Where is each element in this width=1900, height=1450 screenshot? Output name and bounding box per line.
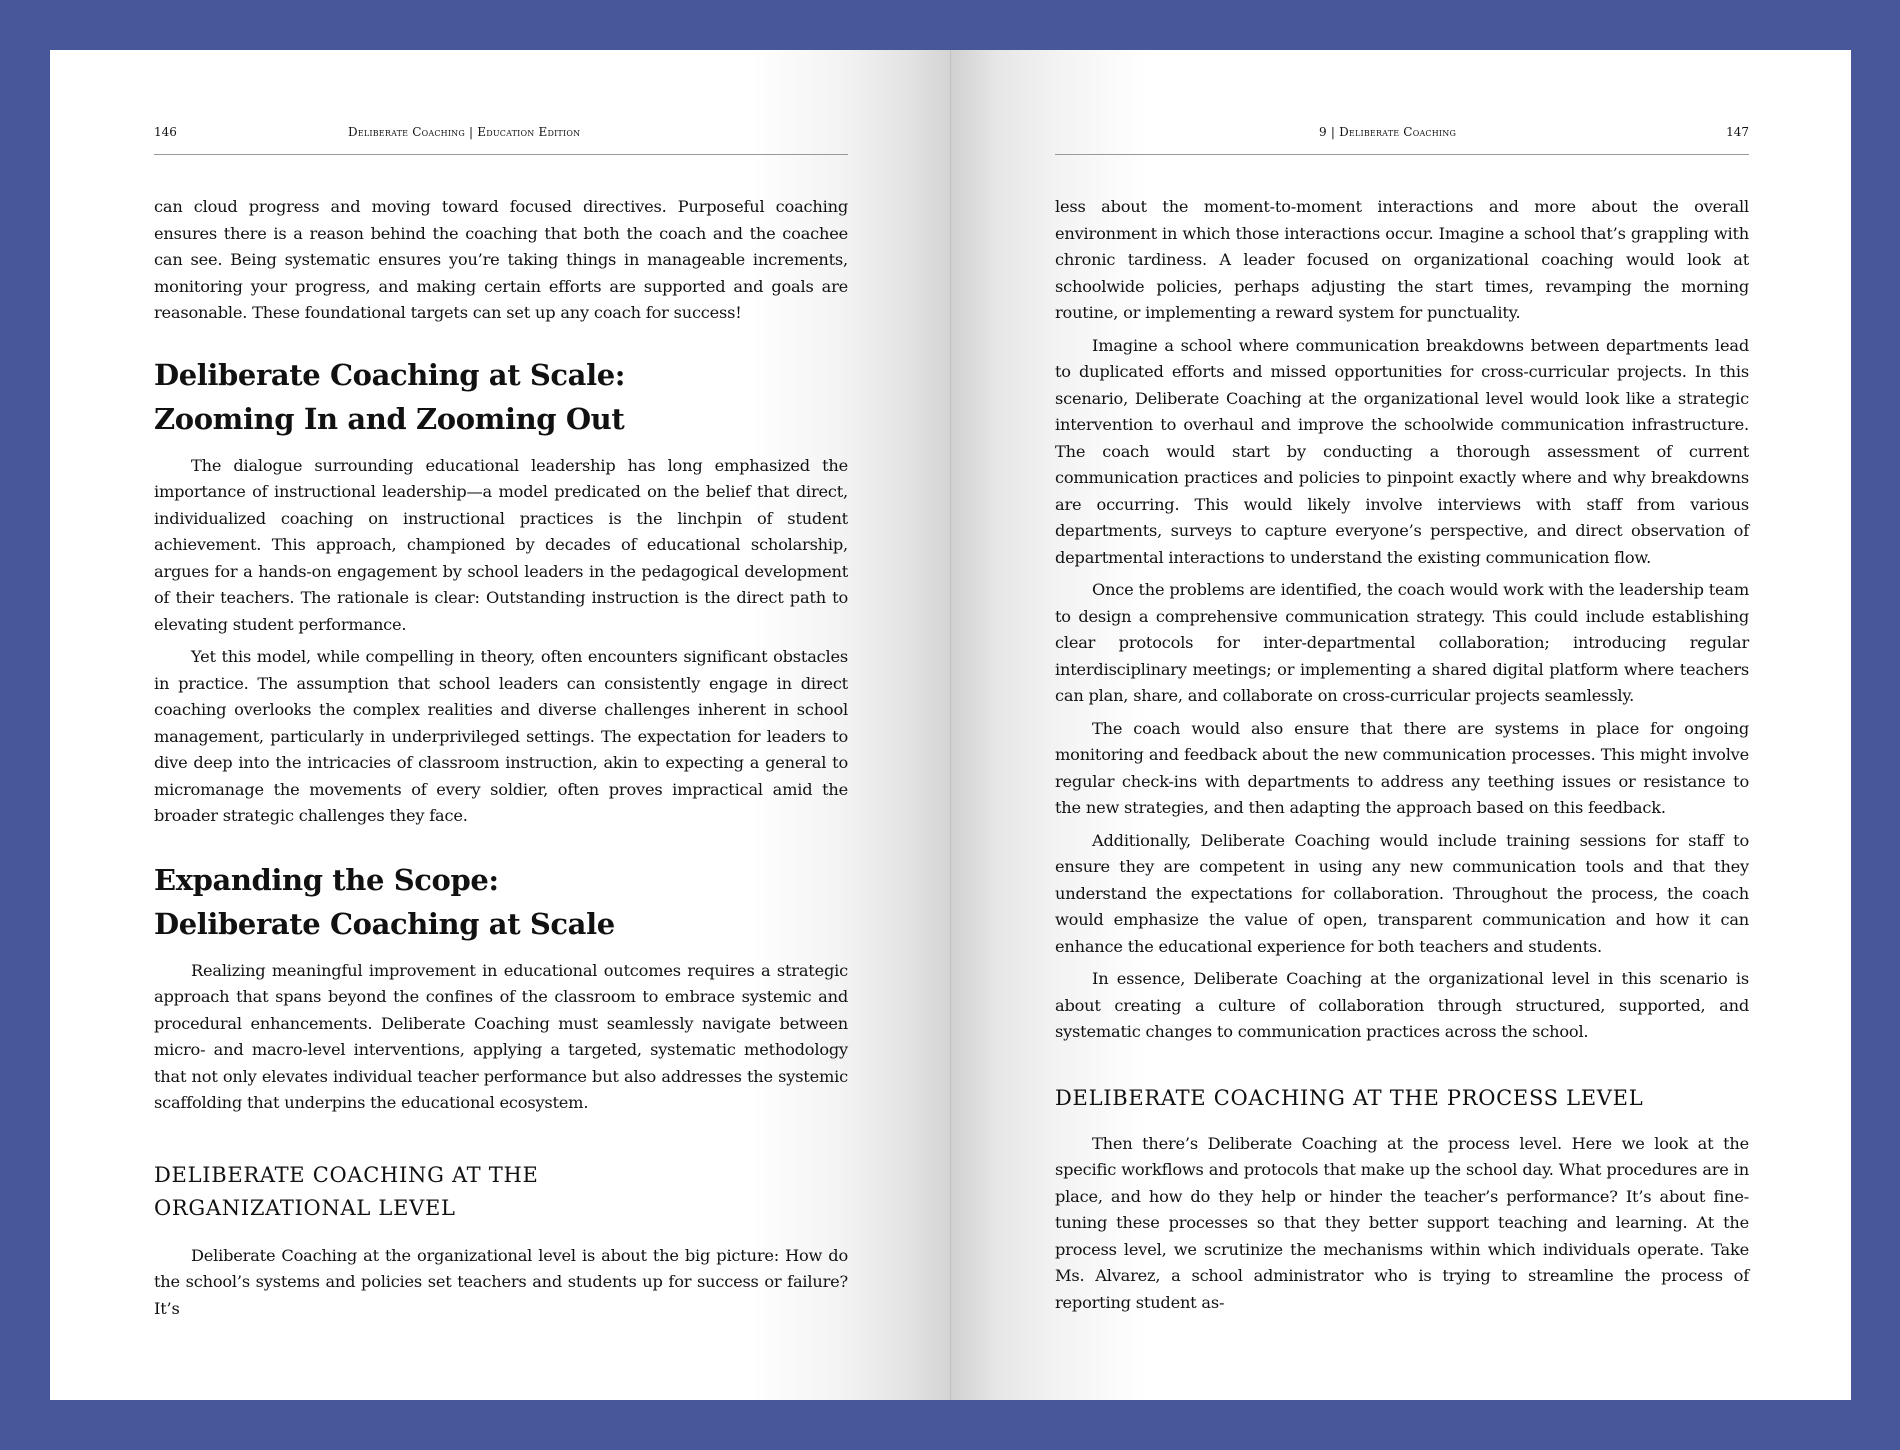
paragraph: Once the problems are identified, the coach would work with the leadership team to design a comprehensive communication strategy. This could include establishing clear protocols for inter-departmental collaboration; introducing regular interdisciplinary meetings; or implementing a shared digital platform where teachers can plan, share, and collaborate on cross-curricular projects seamlessly. — [1055, 580, 1749, 705]
section-heading-line-2: Zooming In and Zooming Out — [154, 401, 625, 436]
subheading-process-level: DELIBERATE COACHING AT THE PROCESS LEVEL — [1055, 1085, 1644, 1110]
right-opening-paragraph: less about the moment-to-moment interactions and more about the overall environment in which those interactions occur. Imagine a school that’s grappling with chronic tardiness. A leader focused on organizational coaching would look at schoolwide policies, perhaps adjusting the start times, revamping the morning routine, or implementing a reward system for punctuality. — [1055, 197, 1749, 322]
left-page-body — [154, 194, 848, 1328]
right-page-number: 147 — [1726, 125, 1749, 139]
right-page-body — [1055, 194, 1749, 1322]
subheading-line-1: DELIBERATE COACHING AT THE — [154, 1162, 539, 1187]
left-header-rule — [154, 154, 848, 155]
paragraph: Additionally, Deliberate Coaching would include training sessions for staff to ensure they are competent in using any new communication tools and that they understand the expectations for collaboration. Throughout the process, the coach would emphasize the value of open, transparent communication and how it can enhance the educational experience for both teachers and students. — [1055, 830, 1749, 956]
right-header-rule — [1055, 154, 1749, 155]
right-page — [951, 50, 1851, 1400]
left-page-header — [154, 122, 848, 142]
section-heading-zooming — [154, 353, 848, 441]
paragraph: Yet this model, while compelling in theory, often encounters significant obstacles in practice. The assumption that school leaders can consistently engage in direct coaching overlooks the complex realities and diverse challenges inherent in school management, particularly in underprivileged settings. The expectation for leaders to dive deep into the intricacies of classroom instruction, akin to expecting a general to micromanage the movements of every soldier, often proves impractical amid the broader strategic challenges they face. — [154, 647, 848, 825]
paragraph: Imagine a school where communication breakdowns between departments lead to duplicated efforts and missed opportunities for cross-curricular projects. In this scenario, Deliberate Coaching at the organizational level would look like a strategic intervention to overhaul and improve the schoolwide communication infrastructure. The coach would start by conducting a thorough assessment of current communication practices and policies to pinpoint exactly where and why breakdowns are occurring. This would likely involve interviews with staff from various departments, surveys to capture everyone’s perspective, and direct observation of departmental interactions to understand the existing communication flow. — [1055, 335, 1749, 567]
paragraph: The dialogue surrounding educational leadership has long emphasized the importance of instructional leadership—a model predicated on the belief that direct, individualized coaching on instructional practices is the linchpin of student achievement. This approach, championed by decades of educational scholarship, argues for a hands-on engagement by school leaders in the pedagogical development of their teachers. The rationale is clear: Outstanding instruction is the direct path to elevating student performance. — [154, 455, 848, 634]
section-heading-line-1: Expanding the Scope: — [154, 862, 499, 897]
left-opening-paragraph: can cloud progress and moving toward focused directives. Purposeful coaching ensures there is a reason behind the coaching that both the coach and the coachee can see. Being systematic ensures you’re taking things in manageable increments, monitoring your progress, and making certain efforts are supported and goals are reasonable. These foundational targets can set up any coach for success! — [154, 197, 848, 322]
paragraph: Then there’s Deliberate Coaching at the process level. Here we look at the specific workflows and protocols that make up the school day. What procedures are in place, and how do they help or hinder the teacher’s performance? It’s about fine-tuning these processes so that they better support teaching and learning. At the process level, we scrutinize the mechanisms within which individuals operate. Take Ms. Alvarez, a school administrator who is trying to streamline the process of reporting student as- — [1055, 1133, 1749, 1312]
section-heading-line-1: Deliberate Coaching at Scale: — [154, 357, 626, 392]
left-page-number: 146 — [154, 125, 177, 139]
paragraph: The coach would also ensure that there are systems in place for ongoing monitoring and feedback about the new communication processes. This might involve regular check-ins with departments to address any teething issues or resistance to the new strategies, and then adapting the approach based on this feedback. — [1055, 718, 1749, 817]
paragraph: Deliberate Coaching at the organizational level is about the big picture: How do the school’s systems and policies set teachers and students up for success or failure? It’s — [154, 1245, 848, 1318]
right-running-header: 9 | Deliberate Coaching — [1319, 125, 1457, 139]
subheading-organizational-level — [154, 1159, 848, 1225]
subheading-line-2: ORGANIZATIONAL LEVEL — [154, 1195, 456, 1220]
right-page-header — [1055, 122, 1749, 142]
section-heading-expanding-scope — [154, 858, 848, 946]
paragraph: In essence, Deliberate Coaching at the organizational level in this scenario is about creating a culture of collaboration through structured, supported, and systematic changes to communication practices across the school. — [1055, 969, 1749, 1041]
section-heading-line-2: Deliberate Coaching at Scale — [154, 906, 615, 941]
left-running-header: Deliberate Coaching | Education Edition — [348, 125, 581, 139]
book-spread — [50, 50, 1851, 1400]
left-page — [50, 50, 950, 1400]
paragraph: Realizing meaningful improvement in educational outcomes requires a strategic approach that spans beyond the confines of the classroom to embrace systemic and procedural enhancements. Deliberate Coaching must seamlessly navigate between micro- and macro-level interventions, applying a targeted, systematic methodology that not only elevates individual teacher performance but also addresses the systemic scaffolding that underpins the educational ecosystem. — [154, 960, 848, 1112]
